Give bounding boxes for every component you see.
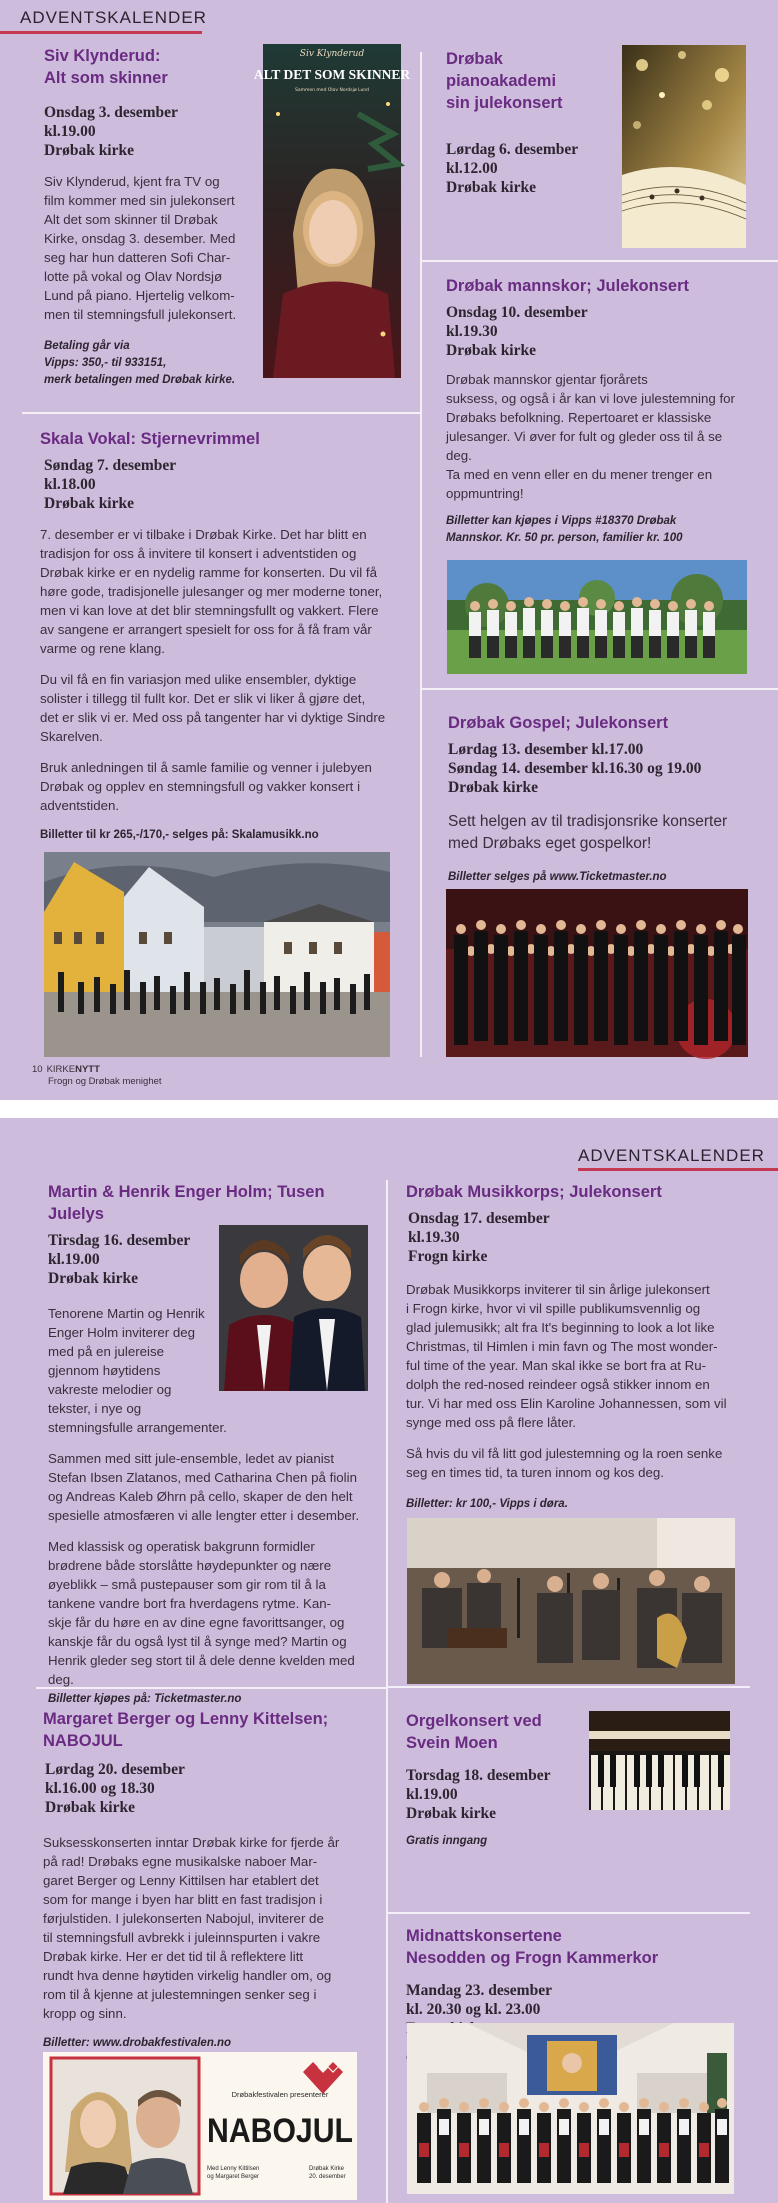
event-datetime: Torsdag 18. desember kl.19.00 Drøbak kirke [406,1767,551,1822]
poster-title: NABOJUL [207,2112,353,2150]
article-nabojul [43,1708,383,2052]
photo-mannskor-choir [447,560,747,674]
article-title: Drøbak pianoakademi sin julekonsert [446,50,563,112]
ticket-info: Billetter selges på www.Ticketmaster.no [448,871,667,883]
article-body: Sammen med sitt jule-ensemble, ledet av pianist Stefan Ibsen Zlatanos, med Catharina Chen på fiolin og Andreas Kaleb Øhrn på cello, skaper de den helt spesielle atmosfæren vi alle lengter etter i desember. [48,1451,360,1523]
event-datetime: Mandag 23. desember kl. 20.30 og kl. 23.00 [406,1982,552,2018]
row-divider [386,1912,750,1914]
ticket-info: Betaling går via Vipps: 350,- til 933151, merk betalingen med Drøbak kirke. [44,340,236,386]
row-divider [420,688,778,690]
ticket-info: Billetter til kr 265,-/170,- selges på: Skalamusikk.no [40,829,319,841]
article-title: Drøbak Musikkorps; Julekonsert [406,1183,662,1201]
event-datetime: Lørdag 13. desember kl.17.00 Søndag 14. desember kl.16.30 og 19.00 Drøbak kirke [448,741,702,796]
poster-date: 20. desember [309,2174,346,2180]
article-title: Martin & Henrik Enger Holm; Tusen Julelys [48,1183,325,1223]
article-pianoakademi [446,48,616,197]
column-divider [386,1180,388,2203]
photo-gospel-choir [446,889,748,1057]
poster-artists-line1: Med Lenny Kittilsen [207,2166,260,2172]
article-drobak-gospel [448,712,758,886]
article-title: Drøbak Gospel; Julekonsert [448,714,669,732]
article-body: Siv Klynderud, kjent fra TV og film kommer med sin julekonsert Alt det som skinner til Drøbak Kirke, onsdag 3. desember. Med seg har hun datteren Sofi Char- lotte på vokal og Olav Nordsjø Lund på piano. Hjertelig velkom- men til stemningsfull julekonsert. [44,174,237,322]
section-header: ADVENTSKALENDER [20,8,207,27]
article-siv-klynderud [44,45,262,389]
poster-artists-line2: og Margaret Berger [207,2174,260,2180]
article-title: Orgelkonsert ved Svein Moen [406,1712,542,1752]
article-body: Drøbak Musikkorps inviterer til sin årlige julekonsert i Frogn kirke, hvor vi vil spille publikumsvennlig og glad julemusikk; alt fra It's beginning to look a lot like Christmas, til Himlen i min favn og The most wonder- ful time of the year. Man skal ikke se bort fra at Ru- dolph the red-nosed reindeer også stikker innom en tur. Vi har med oss Elin Karoline Johannessen, som vil synge med oss på flere låter. [406,1282,727,1430]
photo-musikkorps-rehearsal [407,1518,735,1684]
article-body: Drøbak mannskor gjentar fjorårets suksess, og også i år kan vi love julestemning for Drøbaks befolkning. Repertoaret er klassiske julesanger. Vi øver for fult og gleder oss til å se deg. Ta med en venn eller en du mener trenger en oppmuntring! [446,372,735,501]
event-datetime: Lørdag 6. desember kl.12.00 Drøbak kirke [446,141,579,196]
header-underline [578,1168,778,1171]
poster-title: ALT DET SOM SKINNER [253,67,411,82]
poster-subtitle: Sammen med Olav Nordsjø Lund [294,88,370,93]
article-mannskor [446,275,746,547]
event-datetime: Onsdag 10. desember kl.19.30 Drøbak kirke [446,304,588,359]
article-title: Drøbak mannskor; Julekonsert [446,277,689,295]
poster-nabojul [43,2052,357,2200]
article-title: Margaret Berger og Lenny Kittelsen; NABOJUL [43,1710,329,1750]
photo-sheet-music-lights [622,45,746,248]
magazine-page-10 [0,0,778,1100]
ticket-info: Billetter kjøpes på: Ticketmaster.no [48,1693,242,1705]
ticket-info: Billetter: www.drobakfestivalen.no [43,2037,232,2049]
article-title: Siv Klynderud: Alt som skinner [44,47,168,87]
article-body: Suksesskonserten inntar Drøbak kirke for fjerde år på rad! Drøbaks egne musikalske naboer Mar- garet Berger og Lenny Kittilsen har etablert det som for mange i byen har blitt en fast tradisjon i førjulstiden. I julekonserten Nabojul, inviterer de til stemningsfull avbrekk i juleinnspurten i vakre Drøbak kirke. Her er det tid til å reflektere litt rundt hva denne høytiden virkelig handler om, og rom til å kjenne at julestemningen senker seg i kropp og sinn. [43,1835,340,2021]
ticket-info: Billetter: kr 100,- Vipps i døra. [406,1498,568,1510]
article-body: Så hvis du vil få litt god julestemning og la roen senke seg en times tid, ta turen innom og kos deg. [406,1446,723,1480]
section-header: ADVENTSKALENDER [578,1146,765,1165]
magazine-page-11 [0,1118,778,2203]
article-body: Med klassisk og operatisk bakgrunn formidler brødrene både storslåtte høydepunkter og nære øyeblikk – små pustepauser som gir rom til å la tankene vandre bort fra hverdagens rytme. Kan- skje får du høre en av dine egne favorittsanger, og kanskje får du også lyst til å synge med? Martin og Henrik gleder seg stort til å dele denne kvelden med deg. [48,1539,355,1687]
article-skala-vokal [40,428,400,844]
row-divider [386,1686,750,1688]
article-body: Sett helgen av til tradisjonsrike konserter med Drøbaks eget gospelkor! [448,813,728,852]
magazine-name-part2: NYTT [75,1064,100,1075]
article-body: Tenorene Martin og Henrik Enger Holm inviterer deg med på en julereise gjennom høytidens vakreste melodier og tekster, i nye og stemningsfulle arrangementer. [48,1306,227,1435]
article-orgelkonsert [406,1710,576,1850]
article-body: 7. desember er vi tilbake i Drøbak Kirke. Det har blitt en tradisjon for oss å invitere til konsert i adventstiden og Drøbak kirke er en nydelig ramme for konserten. Du vil få høre gode, tradisjonelle julesanger og mer moderne toner, men vi kan love at det blir stemningsfullt og vakkert. Flere av sangene er arrangert spesielt for oss for å få fram vår varme og rene klang. [40,527,383,656]
article-body: Bruk anledningen til å samle familie og venner i julebyen Drøbak og opplev en stemningsfull og vakker konsert i adventstiden. [40,760,372,813]
concert-poster-alt-det-som-skinner [253,44,411,378]
event-datetime: Lørdag 20. desember kl.16.00 og 18.30 Drøbak kirke [45,1761,185,1816]
page-number: 10 [32,1064,43,1075]
article-drobak-musikkorps [406,1181,756,1513]
article-title: Midnattskonsertene Nesodden og Frogn Kammerkor [406,1927,659,1967]
column-divider [420,52,422,1057]
photo-enger-holm-brothers [219,1225,368,1391]
event-datetime: Onsdag 3. desember kl.19.00 Drøbak kirke [44,104,178,159]
article-title: Skala Vokal: Stjernevrimmel [40,430,260,448]
ticket-info: Billetter kan kjøpes i Vipps #18370 Drøbak Mannskor. Kr. 50 pr. person, familier kr. 100 [446,515,683,544]
poster-artist: Siv Klynderud [299,49,365,59]
article-body: Du vil få en fin variasjon med ulike ensembler, dyktige solister i tillegg til fullt kor. Det er slik vi liker å gjøre det, det er slik vi er. Med oss på tangenter har vi dyktige Sindre Skarelven. [40,672,386,744]
page-footer [32,1064,162,1088]
magazine-name-part1: KIRKE [46,1064,76,1075]
header-underline [0,31,202,34]
photo-kammerkor-church [407,2023,734,2194]
poster-presents: Drøbakfestivalen presenterer [231,2090,329,2099]
entry-info: Gratis inngang [406,1835,488,1847]
row-divider [420,260,778,262]
row-divider [22,412,420,414]
event-datetime: Onsdag 17. desember kl.19.30 Frogn kirke [408,1210,550,1265]
event-datetime: Tirsdag 16. desember kl.19.00 Drøbak kirke [48,1232,191,1287]
magazine-subtitle: Frogn og Drøbak menighet [48,1076,162,1087]
poster-venue: Drøbak Kirke [309,2166,345,2172]
photo-organ-keys [589,1711,730,1810]
event-datetime: Søndag 7. desember kl.18.00 Drøbak kirke [44,457,177,512]
photo-skala-vokal-town-square [44,852,390,1057]
